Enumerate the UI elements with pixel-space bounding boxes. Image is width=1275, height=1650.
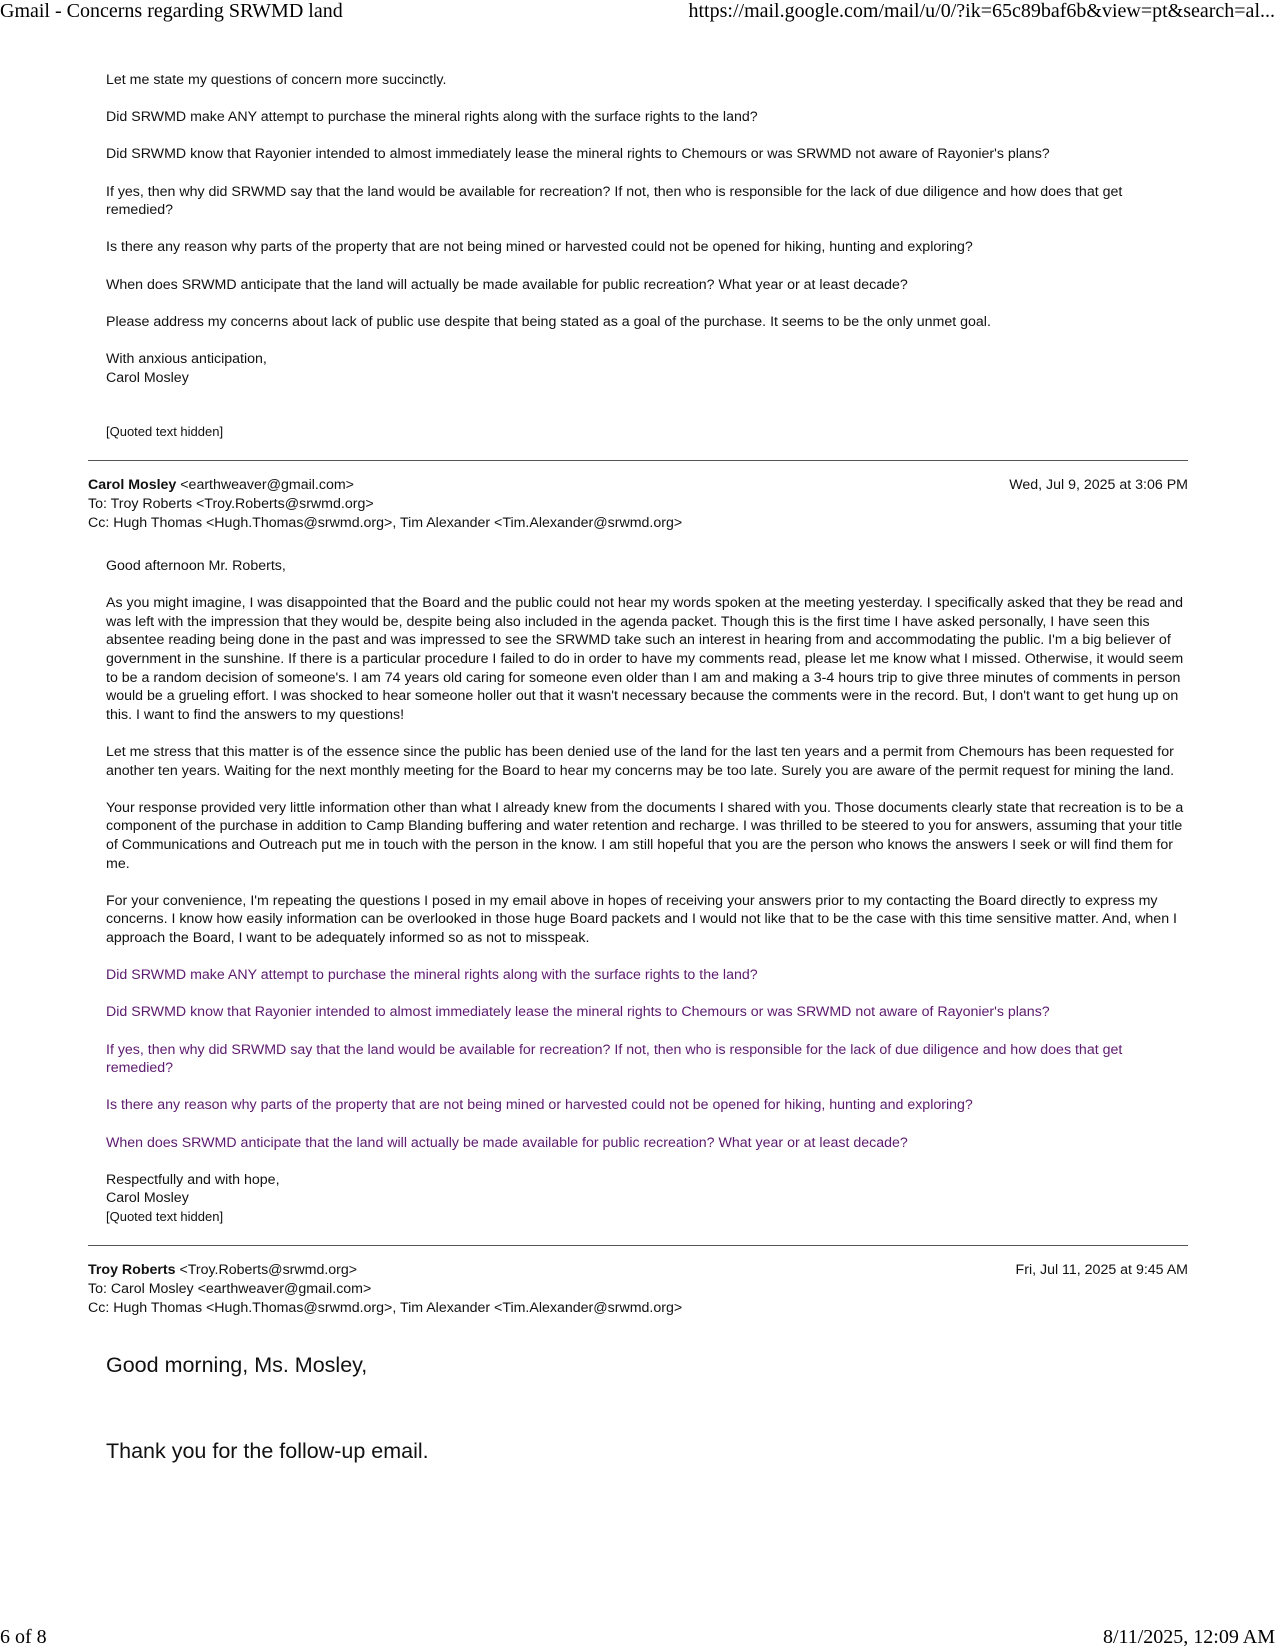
recipients-cc: Cc: Hugh Thomas <Hugh.Thomas@srwmd.org>, Tim Alexander <Tim.Alexander@srwmd.org> [88,1299,683,1316]
message-2-header [88,461,1188,533]
recipients-cc: Cc: Hugh Thomas <Hugh.Thomas@srwmd.org>, Tim Alexander <Tim.Alexander@srwmd.org> [88,515,683,532]
print-timestamp: 8/11/2025, 12:09 AM [1102,1626,1275,1648]
quoted-text-hidden-link[interactable]: [Quoted text hidden] [106,1208,224,1224]
repeated-question: If yes, then why did SRWMD say that the land would be available for recreation? If not, then who is responsible for the lack of due diligence and how does that get remedied? [106,1041,1123,1077]
message-signature: Carol Mosley [106,1190,189,1207]
quoted-text-hidden-link[interactable]: [Quoted text hidden] [106,424,224,440]
message-1-body [88,71,1188,441]
message-greeting: Good morning, Ms. Mosley, [106,1352,368,1377]
message-paragraph: Did SRWMD make ANY attempt to purchase the mineral rights along with the surface rights to the land? [106,109,758,126]
print-header [0,0,1275,26]
sender-name: Carol Mosley [88,477,177,494]
message-date: Wed, Jul 9, 2025 at 3:06 PM [1009,477,1188,494]
message-paragraph: Your response provided very little information other than what I already knew from the documents I shared with you. Those documents clearly state that recreation is to be a component of the purchase in addition to Camp Blanding buffering and water retention and recharge. I was thrilled to be steered to you for answers, assuming that your title of Communications and Outreach put me in touch with the person in the know. I am still hopeful that you are the person who knows the answers I seek or will find them for me. [106,799,1184,872]
recipients-to: To: Troy Roberts <Troy.Roberts@srwmd.org> [88,496,374,513]
print-page-title: Gmail - Concerns regarding SRWMD land [0,0,343,22]
repeated-question: Did SRWMD make ANY attempt to purchase the mineral rights along with the surface rights to the land? [106,967,758,984]
repeated-question: Did SRWMD know that Rayonier intended to almost immediately lease the mineral rights to Chemours or was SRWMD not aware of Rayonier's plans? [106,1004,1050,1021]
message-3-body [88,1352,1188,1464]
message-paragraph: Let me state my questions of concern more succinctly. [106,72,447,88]
repeated-question: Is there any reason why parts of the property that are not being mined or harvested could not be opened for hiking, hunting and exploring? [106,1097,973,1114]
message-paragraph: Did SRWMD know that Rayonier intended to almost immediately lease the mineral rights to Chemours or was SRWMD not aware of Rayonier's plans? [106,146,1050,163]
message-closing: With anxious anticipation, [106,350,267,367]
message-2-body [88,557,1188,1226]
message-closing: Respectfully and with hope, [106,1171,280,1188]
message-paragraph: If yes, then why did SRWMD say that the land would be available for recreation? If not, then who is responsible for the lack of due diligence and how does that get remedied? [106,183,1123,219]
message-paragraph: For your convenience, I'm repeating the questions I posed in my email above in hopes of receiving your answers prior to my contacting the Board directly to express my concerns. I know how easily information can be overlooked in those huge Board packets and I would not like that to be the case with this time sensitive matter. And, when I approach the Board, I want to be adequately informed so as not to misspeak. [106,892,1177,946]
print-footer [0,1626,1275,1650]
message-paragraph: Is there any reason why parts of the property that are not being mined or harvested could not be opened for hiking, hunting and exploring? [106,239,973,256]
message-paragraph: Please address my concerns about lack of public use despite that being stated as a goal of the purchase. It seems to be the only unmet goal. [106,313,991,330]
message-3-header [88,1246,1188,1318]
message-paragraph: When does SRWMD anticipate that the land will actually be made available for public recreation? What year or at least decade? [106,276,908,293]
message-paragraph: Thank you for the follow-up email. [106,1438,429,1463]
email-thread [88,71,1188,1524]
recipients-to: To: Carol Mosley <earthweaver@gmail.com> [88,1280,372,1297]
message-paragraph: As you might imagine, I was disappointed that the Board and the public could not hear my words spoken at the meeting yesterday. I specifically asked that they be read and was left with the impression that they would be, despite being also included in the agenda packet. Though this is the first time I have asked personally, I have seen this absentee reading being done in the past and was impressed to see the SRWMD take such an interest in hearing from and accommodating the public. I'm a big believer of government in the sunshine. If there is a particular procedure I failed to do in order to have my comments read, please let me know what I missed. Otherwise, it would seem to be a random decision of someone's. I am 74 years old caring for someone even older than I am and making a 3-4 hours trip to give three minutes of comments in person would be a grueling effort. I was shocked to hear someone holler out that it wasn't necessary because the comments were in the record. But, I don't want to get hung up on this. I want to find the answers to my questions! [106,595,1184,723]
message-greeting: Good afternoon Mr. Roberts, [106,558,286,575]
repeated-question: When does SRWMD anticipate that the land will actually be made available for public recreation? What year or at least decade? [106,1134,908,1151]
sender-name: Troy Roberts [88,1261,176,1278]
sender-email: <Troy.Roberts@srwmd.org> [179,1261,358,1278]
message-paragraph: Let me stress that this matter is of the essence since the public has been denied use of the land for the last ten years and a permit from Chemours has been requested for another ten years. Waiting for the next monthly meeting for the Board to hear my concerns may be too late. Surely you are aware of the permit request for mining the land. [106,744,1175,779]
message-date: Fri, Jul 11, 2025 at 9:45 AM [1015,1261,1188,1278]
page-number: 6 of 8 [0,1626,47,1648]
print-page-url: https://mail.google.com/mail/u/0/?ik=65c89baf6b&view=pt&search=al... [688,0,1275,22]
sender-email: <earthweaver@gmail.com> [180,477,354,494]
message-signature: Carol Mosley [106,369,189,386]
